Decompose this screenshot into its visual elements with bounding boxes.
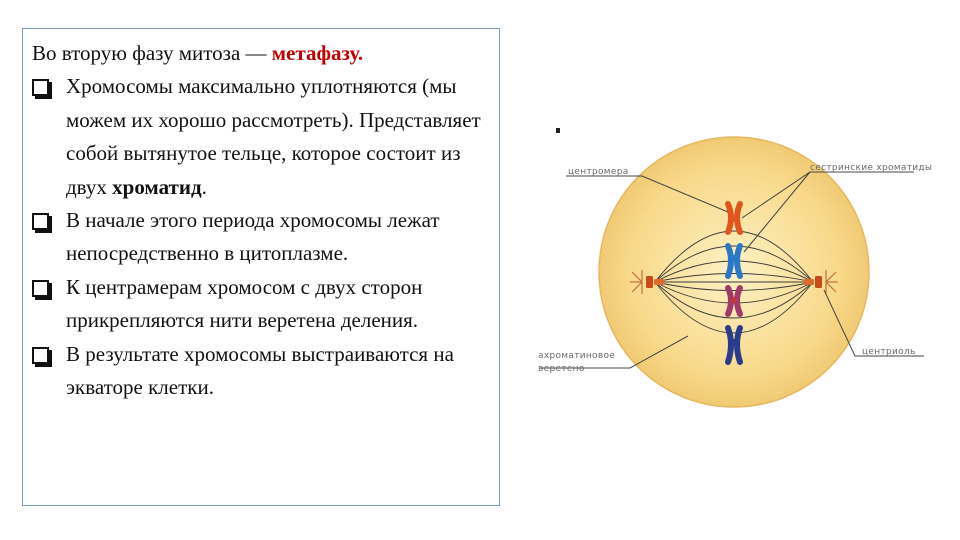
label-spindle-line2: веретено [538,364,585,374]
label-centriole: центриоль [862,347,916,357]
stray-mark [556,128,560,133]
label-sister-chromatids: сестринские хроматиды [810,163,933,173]
bullet1-bold-term: хроматид [112,174,202,199]
text-panel [22,28,500,506]
label-spindle-line1: ахроматиновое [538,351,616,361]
checkbox-bullet-icon [32,213,49,230]
bullet-item-1 [32,70,493,204]
bullet-item-2 [32,204,493,271]
metaphase-figure [510,100,960,420]
intro-line [32,37,493,70]
intro-highlight: метафазу. [271,41,364,65]
checkbox-bullet-icon [32,347,49,364]
label-centromere: центромера [568,167,629,177]
bullet1-text: Хромосомы максимально уплотняются (мы можем их хорошо рассмотреть). Представляет собой вытянутое тельце, которое состоит из двух [66,74,481,199]
bullet-list [32,70,493,404]
cell-body [599,137,869,407]
bullet3-text: К центрамерам хромосом с двух сторон прикрепляются нити веретена деления. [66,274,423,333]
metaphase-cell-diagram [510,100,960,420]
bullet1-end: . [201,174,207,199]
bullet-item-3 [32,271,493,338]
bullet4-text: В результате хромосомы выстраиваются на экваторе клетки. [66,341,454,400]
bullet2-text: В начале этого периода хромосомы лежат непосредственно в цитоплазме. [66,208,440,266]
intro-text: Во вторую фазу митоза — [32,41,272,65]
checkbox-bullet-icon [32,280,49,297]
checkbox-bullet-icon [32,79,49,96]
bullet-item-4 [32,338,493,405]
